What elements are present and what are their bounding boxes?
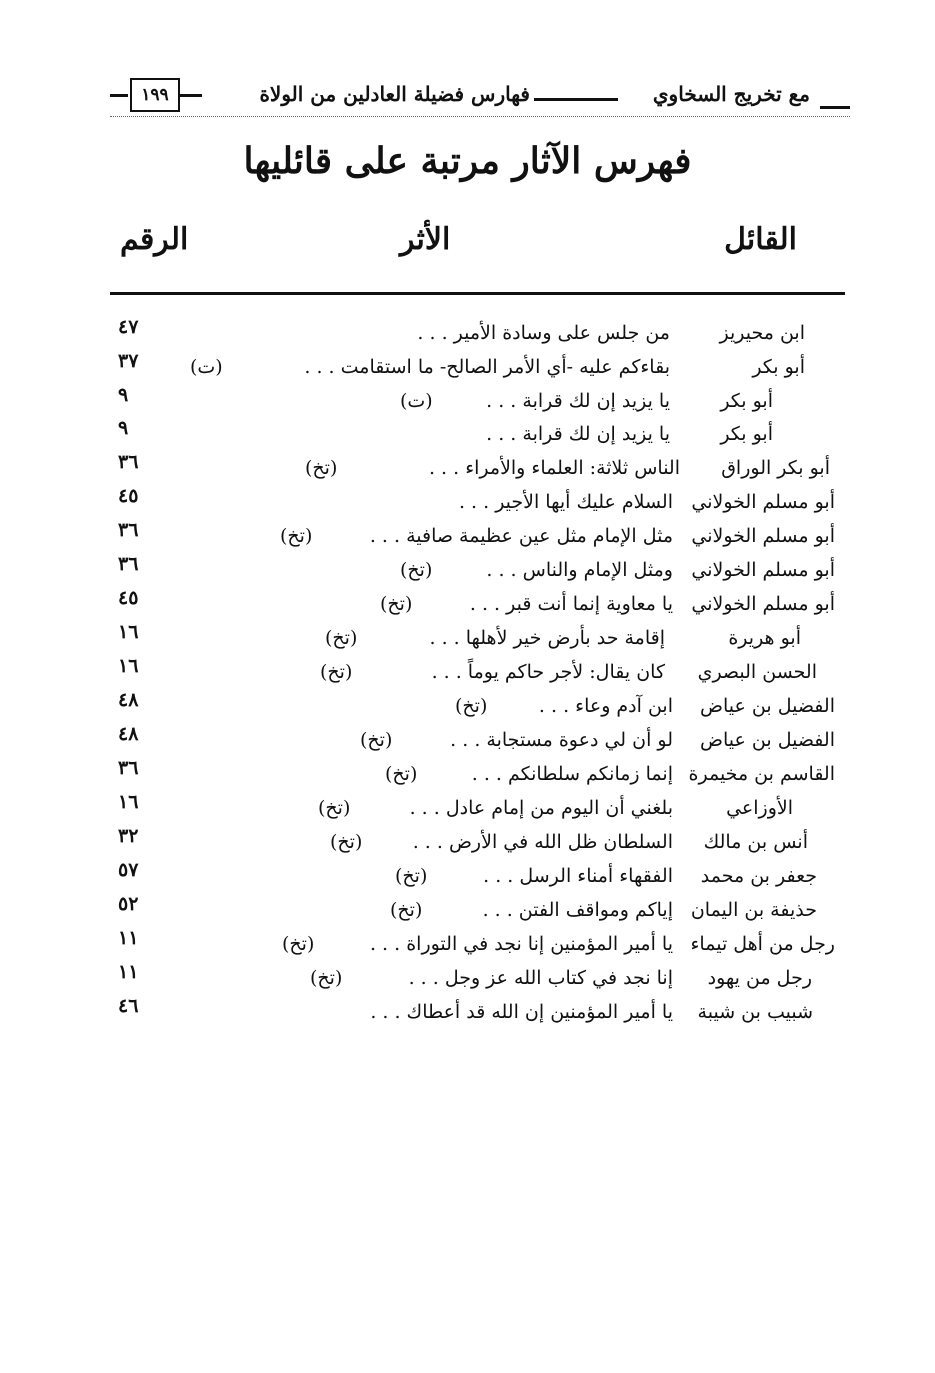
speaker-name: الحسن البصري (697, 661, 817, 683)
entry-number: ١١ (118, 927, 139, 949)
source-mark: (تخ) (380, 593, 413, 615)
entry-number: ٣٦ (118, 451, 139, 473)
speaker-name: جعفر بن محمد (700, 865, 817, 887)
speaker-name: أبو بكر (720, 423, 773, 445)
source-mark: (تخ) (360, 729, 393, 751)
narration-text: يا معاوية إنما أنت قبر . . . (469, 593, 673, 615)
speaker-name: الفضيل بن عياض (700, 695, 835, 717)
speaker-name: أبو بكر الوراق (721, 457, 830, 479)
speaker-name: أبو مسلم الخولاني (691, 559, 835, 581)
narration-text: يا أمير المؤمنين إنا نجد في التوراة . . . (369, 933, 673, 955)
entry-number: ١٦ (118, 655, 139, 677)
speaker-name: القاسم بن مخيمرة (688, 763, 835, 785)
narration-text: من جلس على وسادة الأمير . . . (417, 322, 670, 344)
entry-number: ٤٥ (118, 587, 139, 609)
header-ornament (820, 106, 850, 109)
speaker-name: ابن محيريز (719, 322, 805, 344)
entry-number: ٣٦ (118, 519, 139, 541)
source-mark: (تخ) (310, 967, 343, 989)
header-divider (110, 292, 845, 295)
narration-text: السلطان ظل الله في الأرض . . . (412, 831, 673, 853)
narration-text: السلام عليك أيها الأجير . . . (458, 491, 673, 513)
entry-number: ٤٨ (118, 689, 139, 711)
speaker-name: أبو بكر (752, 356, 805, 378)
narration-text: ومثل الإمام والناس . . . (486, 559, 673, 581)
table-row (0, 587, 935, 621)
narration-text: يا يزيد إن لك قرابة . . . (486, 390, 670, 412)
narration-text: الفقهاء أمناء الرسل . . . (483, 865, 673, 887)
source-mark: (تخ) (395, 865, 428, 887)
header-rule (110, 116, 850, 118)
table-row (0, 621, 935, 655)
source-mark: (تخ) (455, 695, 488, 717)
speaker-name: شبيب بن شيبة (697, 1001, 813, 1023)
header-ornament (180, 94, 202, 97)
speaker-name: رجل من أهل تيماء (690, 933, 835, 955)
narration-text: مثل الإمام مثل عين عظيمة صافية . . . (369, 525, 673, 547)
speaker-name: أبو مسلم الخولاني (691, 491, 835, 513)
speaker-name: حذيفة بن اليمان (690, 899, 817, 921)
table-row (0, 893, 935, 927)
source-mark: (تخ) (282, 933, 315, 955)
table-row (0, 451, 935, 485)
header-ornament (110, 94, 128, 97)
source-mark: (تخ) (400, 559, 433, 581)
entry-number: ٩ (118, 417, 129, 439)
source-mark: (تخ) (305, 457, 338, 479)
narration-text: يا يزيد إن لك قرابة . . . (486, 423, 670, 445)
section-title: فهارس فضيلة العادلين من الولاة (259, 82, 530, 106)
table-row (0, 553, 935, 587)
narration-text: كان يقال: لأجر حاكم يوماً . . . (431, 661, 665, 683)
source-mark: (تخ) (325, 627, 358, 649)
narration-text: إنما زمانكم سلطانكم . . . (471, 763, 673, 785)
source-mark: (تخ) (318, 797, 351, 819)
narration-text: إياكم ومواقف الفتن . . . (482, 899, 673, 921)
entry-number: ٤٦ (118, 995, 139, 1017)
speaker-name: الأوزاعي (726, 797, 793, 819)
table-row (0, 961, 935, 995)
table-row (0, 350, 935, 384)
entry-number: ١٦ (118, 791, 139, 813)
table-row (0, 519, 935, 553)
page-title: فهرس الآثار مرتبة على قائليها (243, 140, 692, 182)
narration-text: إنا نجد في كتاب الله عز وجل . . . (408, 967, 673, 989)
entry-number: ٥٧ (118, 859, 139, 881)
table-row (0, 825, 935, 859)
running-header (110, 78, 850, 126)
entry-number: ٤٥ (118, 485, 139, 507)
header-ornament (534, 98, 618, 101)
table-row (0, 995, 935, 1029)
table-row (0, 485, 935, 519)
entry-number: ٣٦ (118, 553, 139, 575)
speaker-name: أبو مسلم الخولاني (691, 593, 835, 615)
entry-number: ٣٦ (118, 757, 139, 779)
page-number: ١٩٩ (130, 78, 180, 112)
narration-text: ابن آدم وعاء . . . (538, 695, 673, 717)
table-row (0, 384, 935, 418)
table-row (0, 723, 935, 757)
series-title: مع تخريج السخاوي (652, 82, 810, 106)
entry-number: ١١ (118, 961, 139, 983)
entry-number: ٤٧ (118, 316, 139, 338)
speaker-name: أبو هريرة (728, 627, 801, 649)
speaker-name: أبو بكر (720, 390, 773, 412)
narration-text: لو أن لي دعوة مستجابة . . . (450, 729, 673, 751)
entry-number: ٤٨ (118, 723, 139, 745)
entry-number: ٣٧ (118, 350, 139, 372)
speaker-name: الفضيل بن عياض (700, 729, 835, 751)
source-mark: (ت) (400, 390, 433, 412)
table-row (0, 859, 935, 893)
speaker-name: رجل من يهود (707, 967, 812, 989)
narration-text: بقاءكم عليه -أي الأمر الصالح- ما استقامت . . . (304, 356, 670, 378)
narration-text: يا أمير المؤمنين إن الله قد أعطاك . . . (370, 1001, 673, 1023)
column-header-number: الرقم (120, 222, 189, 257)
entry-number: ٣٢ (118, 825, 139, 847)
entry-number: ١٦ (118, 621, 139, 643)
speaker-name: أبو مسلم الخولاني (691, 525, 835, 547)
table-row (0, 655, 935, 689)
entry-number: ٥٢ (118, 893, 139, 915)
column-header-narration: الأثر (400, 222, 451, 257)
source-mark: (تخ) (320, 661, 353, 683)
table-row (0, 791, 935, 825)
narration-text: إقامة حد بأرض خير لأهلها . . . (429, 627, 665, 649)
table-row (0, 417, 935, 451)
column-header-speaker: القائل (724, 222, 797, 257)
source-mark: (تخ) (385, 763, 418, 785)
speaker-name: أنس بن مالك (703, 831, 808, 853)
table-row (0, 927, 935, 961)
source-mark: (تخ) (390, 899, 423, 921)
entry-number: ٩ (118, 384, 129, 406)
narration-text: بلغني أن اليوم من إمام عادل . . . (409, 797, 673, 819)
source-mark: (تخ) (280, 525, 313, 547)
table-row (0, 689, 935, 723)
source-mark: (تخ) (330, 831, 363, 853)
narration-text: الناس ثلاثة: العلماء والأمراء . . . (428, 457, 680, 479)
source-mark: (ت) (190, 356, 223, 378)
table-row (0, 757, 935, 791)
table-row (0, 316, 935, 350)
